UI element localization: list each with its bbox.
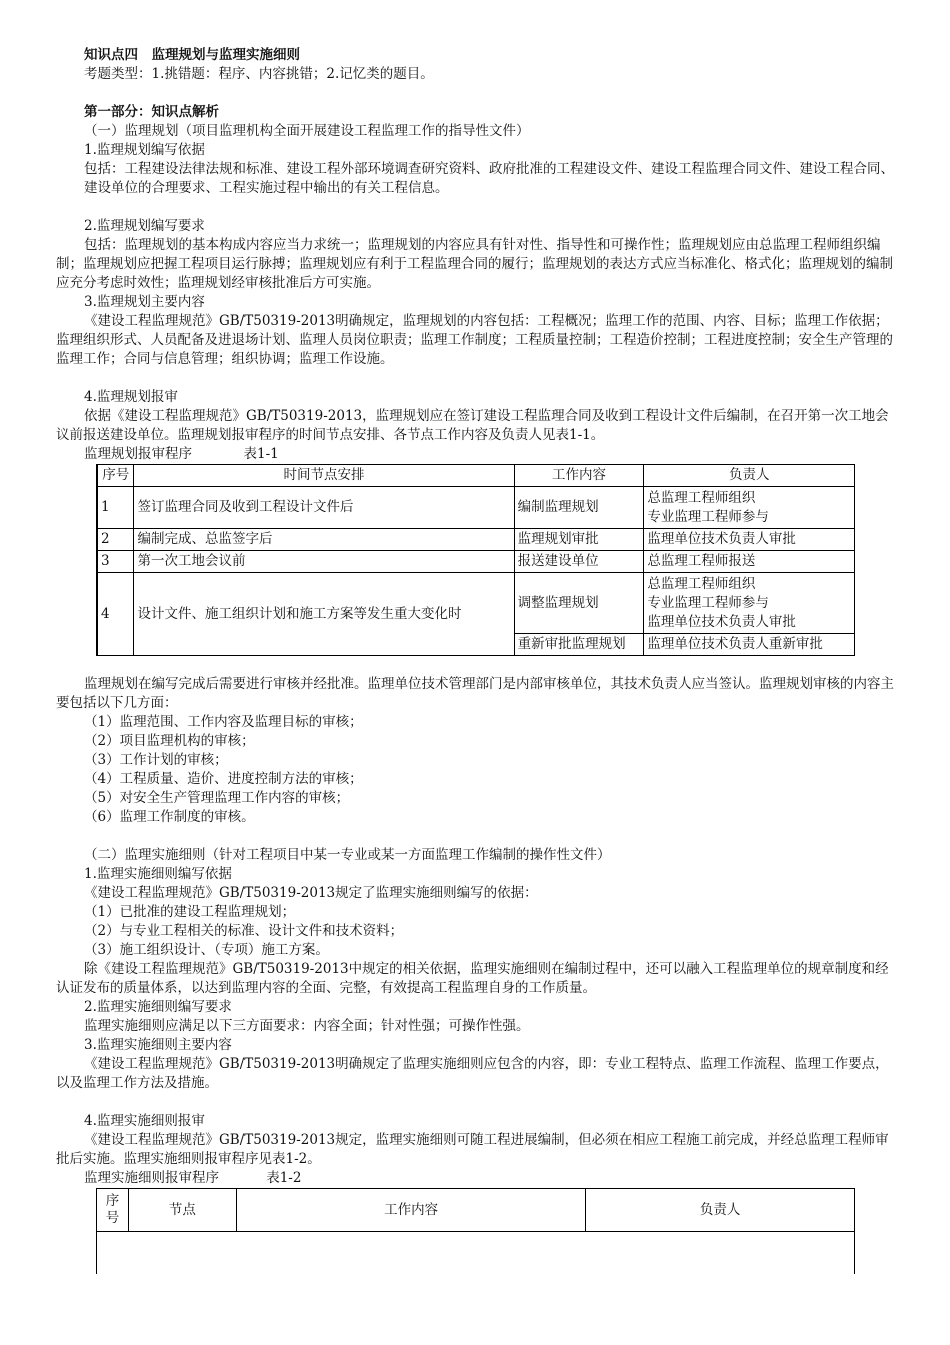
table1-header-no: 序号 [97,465,134,487]
sec2-s1-item: （3）施工组织设计、（专项）施工方案。 [84,942,329,958]
exam-type: 考题类型：1.挑错题：程序、内容挑错；2.记忆类的题目。 [84,66,434,82]
sec1-s2-body: 包括：监理规划的基本构成内容应当力求统一；监理规划的内容应具有针对性、指导性和可操作性；监理规划应由总监理工程师组织编制；监理规划应把握工程项目运行脉搏；监理规划应有利于工程监理合同的履行；监理规划的表达方式应当标准化、格式化；监理规划的编制应充分考虑时效性；监理规划经审核批准后方可实施。 [56,237,893,291]
sec2-s4-title: 4.监理实施细则报审 [84,1113,205,1129]
table1-cell-time: 编制完成、总监签字后 [134,529,514,551]
table1-cell-time: 签订监理合同及收到工程设计文件后 [134,487,514,529]
table2-header-node: 节点 [128,1189,236,1232]
review-item: （4）工程质量、造价、进度控制方法的审核； [84,771,363,787]
table1-cell-resp: 总监理工程师组织 专业监理工程师参与 监理单位技术负责人审批 [644,573,855,634]
sec2-s1-item: （1）已批准的建设工程监理规划； [84,904,296,920]
table1-row [97,573,855,634]
sec1-heading: （一）监理规划（项目监理机构全面开展建设工程监理工作的指导性文件） [84,123,530,139]
sec1-s4-title: 4.监理规划报审 [84,389,178,405]
review-item: （2）项目监理机构的审核； [84,733,255,749]
review-intro: 监理规划在编写完成后需要进行审核并经批准。监理单位技术管理部门是内部审核单位，其技术负责人应当签认。监理规划审核的内容主要包括以下几方面： [56,676,894,711]
document-page [56,46,896,1274]
table1-cell-work: 调整监理规划 [514,573,644,634]
table1-row [97,487,855,529]
table1-cell-no: 4 [97,573,134,656]
table1-row [97,529,855,551]
table2-header-no: 序 号 [97,1189,129,1232]
table1-header-resp: 负责人 [644,465,855,487]
sec2-s2-body: 监理实施细则应满足以下三方面要求：内容全面；针对性强；可操作性强。 [84,1018,530,1034]
review-item: （5）对安全生产管理监理工作内容的审核； [84,790,350,806]
sec1-s3-title: 3.监理规划主要内容 [84,294,205,310]
sec2-heading: （二）监理实施细则（针对工程项目中某一专业或某一方面监理工作编制的操作性文件） [84,847,611,863]
table1-cell-no: 2 [97,529,134,551]
sec2-s1-intro: 《建设工程监理规范》GB/T50319-2013规定了监理实施细则编写的依据： [84,885,538,901]
table1-header-time: 时间节点安排 [134,465,514,487]
sec1-s1-body: 包括：工程建设法律法规和标准、建设工程外部环境调查研究资料、政府批准的工程建设文件、建设工程监理合同文件、建设工程合同、建设单位的合理要求、工程实施过程中输出的有关工程信息。 [84,161,894,196]
sec2-s1-extra: 除《建设工程监理规范》GB/T50319-2013中规定的相关依据，监理实施细则在编制过程中，还可以融入工程监理单位的规章制度和经认证发布的质量体系，以达到监理内容的全面、完整，有效提高工程监理自身的工作质量。 [56,961,889,996]
sec1-s3-body: 《建设工程监理规范》GB/T50319-2013明确规定，监理规划的内容包括：工程概况；监理工作的范围、内容、目标；监理工作依据；监理组织形式、人员配备及进退场计划、监理人员岗位职责；监理工作制度；工程质量控制；工程造价控制；工程进度控制；安全生产管理的监理工作；合同与信息管理；组织协调；监理工作设施。 [56,313,893,367]
table1-cell-work: 报送建设单位 [514,551,644,573]
sec1-s2-title: 2.监理规划编写要求 [84,218,205,234]
sec2-s3-body: 《建设工程监理规范》GB/T50319-2013明确规定了监理实施细则应包含的内容，即：专业工程特点、监理工作流程、监理工作要点，以及监理工作方法及措施。 [56,1056,889,1091]
table1-cell-resp: 监理单位技术负责人重新审批 [644,634,855,656]
table1-cell-no: 3 [97,551,134,573]
table1-header-work: 工作内容 [514,465,644,487]
table1-cell-no: 1 [97,487,134,529]
table1-cell-work: 监理规划审批 [514,529,644,551]
table2 [96,1188,855,1274]
sec2-s2-title: 2.监理实施细则编写要求 [84,999,232,1015]
table2-row [97,1232,855,1275]
sec2-s4-body: 《建设工程监理规范》GB/T50319-2013规定，监理实施细则可随工程进展编制，但必须在相应工程施工前完成，并经总监理工程师审批后实施。监理实施细则报审程序见表1-2。 [56,1132,889,1167]
sec2-s1-item: （2）与专业工程相关的标准、设计文件和技术资料； [84,923,404,939]
sec2-s3-title: 3.监理实施细则主要内容 [84,1037,232,1053]
table2-cell-empty [97,1232,855,1275]
table1-cell-resp: 监理单位技术负责人审批 [644,529,855,551]
page-title: 知识点四 监理规划与监理实施细则 [84,47,300,63]
sec1-s4-body: 依据《建设工程监理规范》GB/T50319-2013，监理规划应在签订建设工程监理合同及收到工程设计文件后编制，在召开第一次工地会议前报送建设单位。监理规划报审程序的时间节点安排、各节点工作内容及负责人见表1-1。 [56,408,889,443]
review-item: （1）监理范围、工作内容及监理目标的审核； [84,714,363,730]
table1-header-row [97,465,855,487]
table1-row [97,551,855,573]
sec2-s1-title: 1.监理实施细则编写依据 [84,866,232,882]
table1-caption: 监理规划报审程序 表1-1 [84,446,279,462]
table2-caption: 监理实施细则报审程序 表1-2 [84,1170,302,1186]
table2-header-work: 工作内容 [236,1189,586,1232]
sec1-s1-title: 1.监理规划编写依据 [84,142,205,158]
table2-header-resp: 负责人 [586,1189,855,1232]
table1-cell-time: 第一次工地会议前 [134,551,514,573]
table1-cell-resp: 总监理工程师报送 [644,551,855,573]
review-item: （3）工作计划的审核； [84,752,228,768]
review-item: （6）监理工作制度的审核。 [84,809,255,825]
part1-heading: 第一部分：知识点解析 [84,104,219,120]
table1-cell-time: 设计文件、施工组织计划和施工方案等发生重大变化时 [134,573,514,656]
table2-header-row [97,1189,855,1232]
table1-cell-work: 重新审批监理规划 [514,634,644,656]
table1 [96,464,855,656]
table1-cell-work: 编制监理规划 [514,487,644,529]
table1-cell-resp: 总监理工程师组织 专业监理工程师参与 [644,487,855,529]
